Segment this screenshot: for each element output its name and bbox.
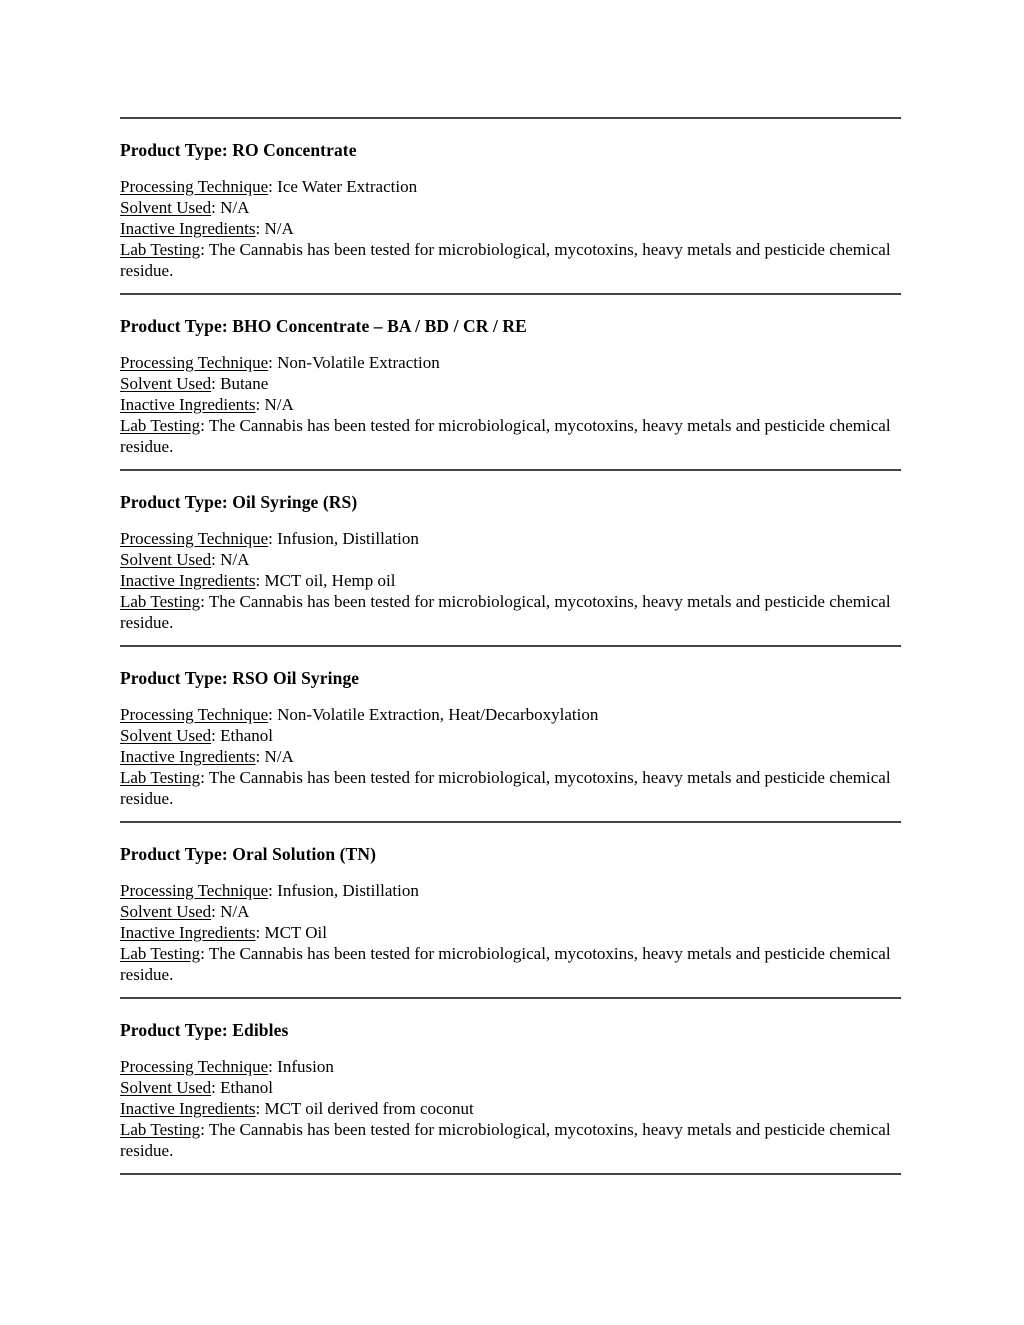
solvent-used-label: Solvent Used — [120, 198, 212, 217]
colon: : — [200, 768, 205, 787]
solvent-used-label: Solvent Used — [120, 726, 212, 745]
lab-testing-value: The Cannabis has been tested for microbiological, mycotoxins, heavy metals and pesticide chemical residue. — [120, 768, 891, 808]
processing-technique-row — [120, 880, 901, 901]
processing-technique-value: Non-Volatile Extraction, Heat/Decarboxylation — [277, 705, 599, 724]
lab-testing-value: The Cannabis has been tested for microbiological, mycotoxins, heavy metals and pesticide chemical residue. — [120, 1120, 891, 1160]
colon: : — [255, 395, 261, 414]
solvent-used-value: N/A — [220, 198, 250, 217]
colon: : — [268, 529, 273, 548]
colon: : — [200, 1120, 205, 1139]
solvent-used-row — [120, 1077, 901, 1098]
processing-technique-label: Processing Technique — [120, 529, 269, 548]
product-fields — [120, 1056, 901, 1161]
lab-testing-row — [120, 591, 901, 633]
processing-technique-label: Processing Technique — [120, 705, 269, 724]
colon: : — [268, 705, 273, 724]
product-section-bho-concentrate — [120, 293, 901, 457]
processing-technique-row — [120, 176, 901, 197]
product-type-title: Product Type: RSO Oil Syringe — [120, 668, 360, 688]
colon: : — [255, 923, 261, 942]
inactive-ingredients-label: Inactive Ingredients — [120, 395, 256, 414]
section-divider — [120, 997, 901, 999]
lab-testing-label: Lab Testing — [120, 944, 201, 963]
solvent-used-row — [120, 197, 901, 218]
processing-technique-row — [120, 704, 901, 725]
processing-technique-label: Processing Technique — [120, 177, 269, 196]
processing-technique-label: Processing Technique — [120, 881, 269, 900]
lab-testing-value: The Cannabis has been tested for microbiological, mycotoxins, heavy metals and pesticide chemical residue. — [120, 944, 891, 984]
product-type-title: Product Type: BHO Concentrate – BA / BD / CR / RE — [120, 316, 527, 336]
product-fields — [120, 704, 901, 809]
colon: : — [211, 374, 216, 393]
colon: : — [200, 944, 205, 963]
section-divider — [120, 469, 901, 471]
solvent-used-value: N/A — [220, 902, 250, 921]
product-section-ro-concentrate — [120, 117, 901, 281]
section-divider — [120, 293, 901, 295]
inactive-ingredients-value: N/A — [264, 395, 294, 414]
solvent-used-value: Butane — [220, 374, 269, 393]
product-type-title: Product Type: Oil Syringe (RS) — [120, 492, 358, 512]
solvent-used-value: N/A — [220, 550, 250, 569]
lab-testing-row — [120, 415, 901, 457]
product-type-title: Product Type: Edibles — [120, 1020, 289, 1040]
lab-testing-value: The Cannabis has been tested for microbiological, mycotoxins, heavy metals and pesticide chemical residue. — [120, 592, 891, 632]
section-divider — [120, 821, 901, 823]
solvent-used-row — [120, 373, 901, 394]
solvent-used-label: Solvent Used — [120, 550, 212, 569]
lab-testing-label: Lab Testing — [120, 592, 201, 611]
solvent-used-row — [120, 549, 901, 570]
section-divider — [120, 117, 901, 119]
product-section-edibles — [120, 997, 901, 1161]
document-end-divider — [120, 1173, 901, 1175]
colon: : — [211, 550, 216, 569]
lab-testing-label: Lab Testing — [120, 1120, 201, 1139]
inactive-ingredients-value: MCT oil derived from coconut — [264, 1099, 474, 1118]
product-fields — [120, 352, 901, 457]
solvent-used-label: Solvent Used — [120, 1078, 212, 1097]
lab-testing-value: The Cannabis has been tested for microbiological, mycotoxins, heavy metals and pesticide chemical residue. — [120, 240, 891, 280]
solvent-used-value: Ethanol — [220, 1078, 274, 1097]
lab-testing-row — [120, 1119, 901, 1161]
colon: : — [255, 747, 261, 766]
lab-testing-row — [120, 239, 901, 281]
inactive-ingredients-row — [120, 1098, 901, 1119]
product-type-title: Product Type: Oral Solution (TN) — [120, 844, 376, 864]
processing-technique-value: Infusion, Distillation — [277, 881, 419, 900]
inactive-ingredients-label: Inactive Ingredients — [120, 571, 256, 590]
inactive-ingredients-row — [120, 218, 901, 239]
product-type-title: Product Type: RO Concentrate — [120, 140, 357, 160]
inactive-ingredients-label: Inactive Ingredients — [120, 923, 256, 942]
solvent-used-value: Ethanol — [220, 726, 274, 745]
solvent-used-row — [120, 901, 901, 922]
lab-testing-label: Lab Testing — [120, 416, 201, 435]
lab-testing-label: Lab Testing — [120, 240, 201, 259]
lab-testing-row — [120, 943, 901, 985]
inactive-ingredients-row — [120, 746, 901, 767]
colon: : — [255, 219, 261, 238]
processing-technique-row — [120, 352, 901, 373]
colon: : — [211, 198, 216, 217]
processing-technique-value: Non-Volatile Extraction — [277, 353, 440, 372]
solvent-used-label: Solvent Used — [120, 374, 212, 393]
inactive-ingredients-row — [120, 922, 901, 943]
product-section-oral-solution — [120, 821, 901, 985]
product-section-rso-oil-syringe — [120, 645, 901, 809]
colon: : — [255, 1099, 261, 1118]
product-section-oil-syringe — [120, 469, 901, 633]
colon: : — [200, 416, 205, 435]
product-fields — [120, 880, 901, 985]
colon: : — [211, 902, 216, 921]
lab-testing-row — [120, 767, 901, 809]
inactive-ingredients-row — [120, 570, 901, 591]
product-fields — [120, 176, 901, 281]
inactive-ingredients-row — [120, 394, 901, 415]
processing-technique-value: Ice Water Extraction — [277, 177, 418, 196]
lab-testing-value: The Cannabis has been tested for microbiological, mycotoxins, heavy metals and pesticide chemical residue. — [120, 416, 891, 456]
inactive-ingredients-label: Inactive Ingredients — [120, 1099, 256, 1118]
colon: : — [211, 1078, 216, 1097]
processing-technique-row — [120, 528, 901, 549]
processing-technique-label: Processing Technique — [120, 1057, 269, 1076]
inactive-ingredients-label: Inactive Ingredients — [120, 219, 256, 238]
inactive-ingredients-value: MCT oil, Hemp oil — [264, 571, 396, 590]
lab-testing-label: Lab Testing — [120, 768, 201, 787]
colon: : — [211, 726, 216, 745]
processing-technique-value: Infusion, Distillation — [277, 529, 419, 548]
colon: : — [268, 353, 273, 372]
inactive-ingredients-value: N/A — [264, 747, 294, 766]
colon: : — [200, 592, 205, 611]
colon: : — [268, 177, 273, 196]
colon: : — [268, 1057, 273, 1076]
colon: : — [268, 881, 273, 900]
colon: : — [255, 571, 261, 590]
solvent-used-row — [120, 725, 901, 746]
inactive-ingredients-value: MCT Oil — [264, 923, 327, 942]
colon: : — [200, 240, 205, 259]
processing-technique-row — [120, 1056, 901, 1077]
solvent-used-label: Solvent Used — [120, 902, 212, 921]
section-divider — [120, 645, 901, 647]
inactive-ingredients-label: Inactive Ingredients — [120, 747, 256, 766]
product-fields — [120, 528, 901, 633]
processing-technique-value: Infusion — [277, 1057, 334, 1076]
processing-technique-label: Processing Technique — [120, 353, 269, 372]
inactive-ingredients-value: N/A — [264, 219, 294, 238]
